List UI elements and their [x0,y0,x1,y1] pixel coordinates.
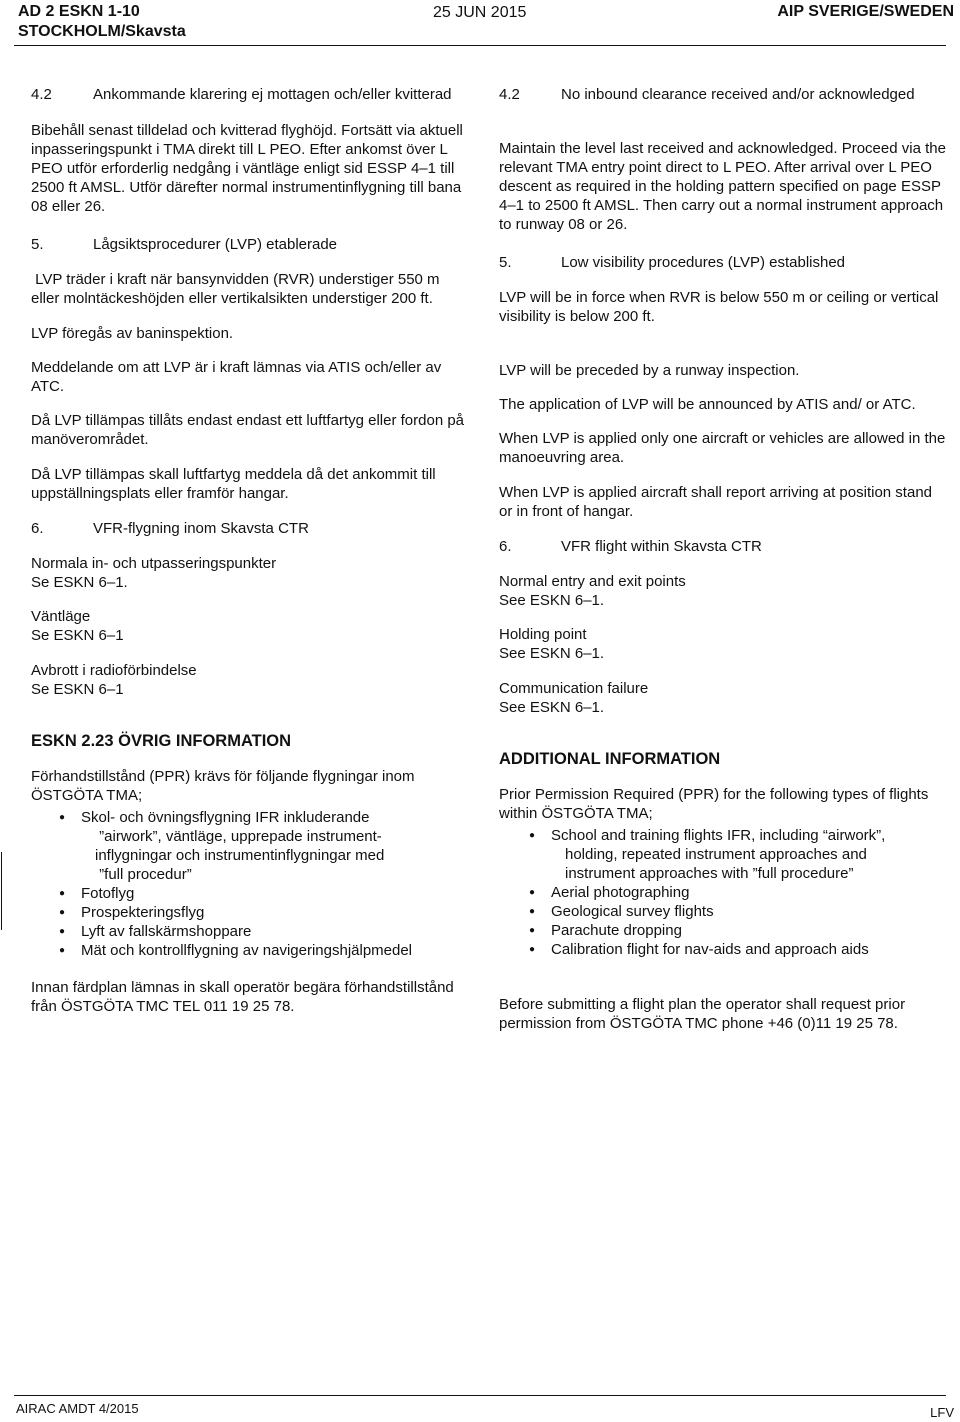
lvp-paragraph-5: When LVP is applied aircraft shall report arriving at position stand or in front of hangar. [499,484,933,520]
ppr-outro: Innan färdplan lämnas in skall operatör begära förhandstillstånd från ÖSTGÖTA TMC TEL 011 19 25 78. [31,979,454,1015]
section-5-heading [499,253,949,272]
section-title: Lågsiktsprocedurer (LVP) etablerade [93,236,338,253]
lvp-paragraph-4: Då LVP tillämpas tillåts endast endast ett luftfartyg eller fordon på manöverområdet. [31,412,465,448]
lvp-paragraph-3: The application of LVP will be announced by ATIS and/ or ATC. [499,396,916,413]
aerodrome-name: STOCKHOLM/Skavsta [18,23,186,40]
list-item: ● Parachute dropping [529,921,949,940]
section-number: 5. [499,254,512,271]
comm-failure-ref: Se ESKN 6–1 [31,681,124,698]
english-column [499,85,949,1033]
section-4-2-body: Maintain the level last received and acknowledged. Proceed via the relevant TMA entry point direct to L PEO. After arrival over L PEO descent as required in the holding pattern specified on page ESSP 4–1 to 2500 ft AMSL. Then carry out a normal instrument approach to runway 08 or 26. [499,140,946,233]
ppr-list [59,808,471,960]
section-number: 6. [31,520,44,537]
lvp-paragraph-2: LVP föregås av baninspektion. [31,325,234,342]
list-item: ● Geological survey flights [529,902,949,921]
entry-points-label: Normal entry and exit points [499,573,686,590]
ppr-list [529,826,949,959]
header-rule [14,45,946,46]
comm-failure-ref: See ESKN 6–1. [499,699,605,716]
ppr-intro: Förhandstillstånd (PPR) krävs för följande flygningar inom ÖSTGÖTA TMA; [31,768,415,804]
section-number: 5. [31,236,44,253]
comm-failure-label: Avbrott i radioförbindelse [31,662,197,679]
section-title: Low visibility procedures (LVP) established [561,254,846,271]
publisher-title: AIP SVERIGE/SWEDEN [777,3,954,20]
list-item-text: ● School and training flights IFR, including “airwork”, [551,827,886,844]
section-4-2-heading [31,85,471,104]
ppr-intro: Prior Permission Required (PPR) for the following types of flights within ÖSTGÖTA TMA; [499,786,929,822]
section-6-heading [31,519,471,538]
entry-points-label: Normala in- och utpasseringspunkter [31,555,277,572]
footer-rule [14,1395,946,1396]
list-item: ● Lyft av fallskärmshoppare [59,922,471,941]
lvp-paragraph-1: LVP will be in force when RVR is below 550 m or ceiling or vertical visibility is below 200 ft. [499,289,939,325]
doc-code: AD 2 ESKN 1-10 [18,3,140,20]
list-item: ● Prospekteringsflyg [59,903,471,922]
ppr-outro: Before submitting a flight plan the operator shall request prior permission from ÖSTGÖTA TMC phone +46 (0)11 19 25 78. [499,996,906,1032]
list-item-text: ● Skol- och övningsflygning IFR inkluderande [81,809,370,826]
list-item [59,808,471,884]
lvp-paragraph-4: When LVP is applied only one aircraft or vehicles are allowed in the manoeuvring area. [499,430,946,466]
list-item: ● Aerial photographing [529,883,949,902]
section-4-2-heading [499,85,949,104]
list-item-text: holding, repeated instrument approaches and [565,846,867,863]
section-title: Ankommande klarering ej mottagen och/eller kvitterad [93,86,452,103]
section-4-2-body: Bibehåll senast tilldelad och kvitterad flyghöjd. Fortsätt via aktuell inpasseringspunkt i TMA direkt till L PEO. Efter ankomst över L PEO utför erforderlig nedgång i väntläge enligt sid ESSP 4–1 till 2500 ft AMSL. Utför därefter normal instrumentinflygning till bana 08 eller 26. [31,122,463,215]
change-bar [1,852,2,930]
section-title: No inbound clearance received and/or acknowledged [561,86,915,103]
list-item [529,826,949,883]
holding-point-ref: See ESKN 6–1. [499,645,605,662]
lvp-paragraph-1: LVP träder i kraft när bansynvidden (RVR) understiger 550 m eller molntäckeshöjden eller vertikalsikten understiger 200 ft. [31,271,444,307]
list-item: ● Calibration flight for nav-aids and approach aids [529,940,949,959]
section-6-heading [499,537,949,556]
list-item-text: inflygningar och instrumentinflygningar med [95,847,385,864]
lvp-paragraph-2: LVP will be preceded by a runway inspection. [499,362,800,379]
section-number: 4.2 [499,86,520,103]
list-item-text: instrument approaches with ”full procedure” [565,865,854,882]
amendment-label: AIRAC AMDT 4/2015 [16,1401,139,1416]
section-number: 4.2 [31,86,52,103]
comm-failure-label: Communication failure [499,680,649,697]
list-item: ● Mät och kontrollflygning av navigeringshjälpmedel [59,941,471,960]
info-section-heading: ESKN 2.23 ÖVRIG INFORMATION [31,732,292,750]
holding-point-label: Holding point [499,626,587,643]
lvp-paragraph-5: Då LVP tillämpas skall luftfartyg meddela då det ankommit till uppställningsplats eller framför hangar. [31,466,436,502]
section-5-heading [31,235,471,254]
lvp-paragraph-3: Meddelande om att LVP är i kraft lämnas via ATIS och/eller av ATC. [31,359,442,395]
publication-date: 25 JUN 2015 [433,4,527,21]
holding-point-ref: Se ESKN 6–1 [31,627,124,644]
section-title: VFR-flygning inom Skavsta CTR [93,520,309,537]
info-section-heading: ADDITIONAL INFORMATION [499,750,721,768]
section-title: VFR flight within Skavsta CTR [561,538,762,555]
list-item-text: ”full procedur” [95,866,192,883]
holding-point-label: Väntläge [31,608,91,625]
entry-points-ref: See ESKN 6–1. [499,592,605,609]
list-item-text: ”airwork”, väntläge, upprepade instrument- [95,828,382,845]
publisher-code: LFV [930,1405,954,1420]
swedish-column [31,85,471,1016]
section-number: 6. [499,538,512,555]
entry-points-ref: Se ESKN 6–1. [31,574,128,591]
list-item: ● Fotoflyg [59,884,471,903]
